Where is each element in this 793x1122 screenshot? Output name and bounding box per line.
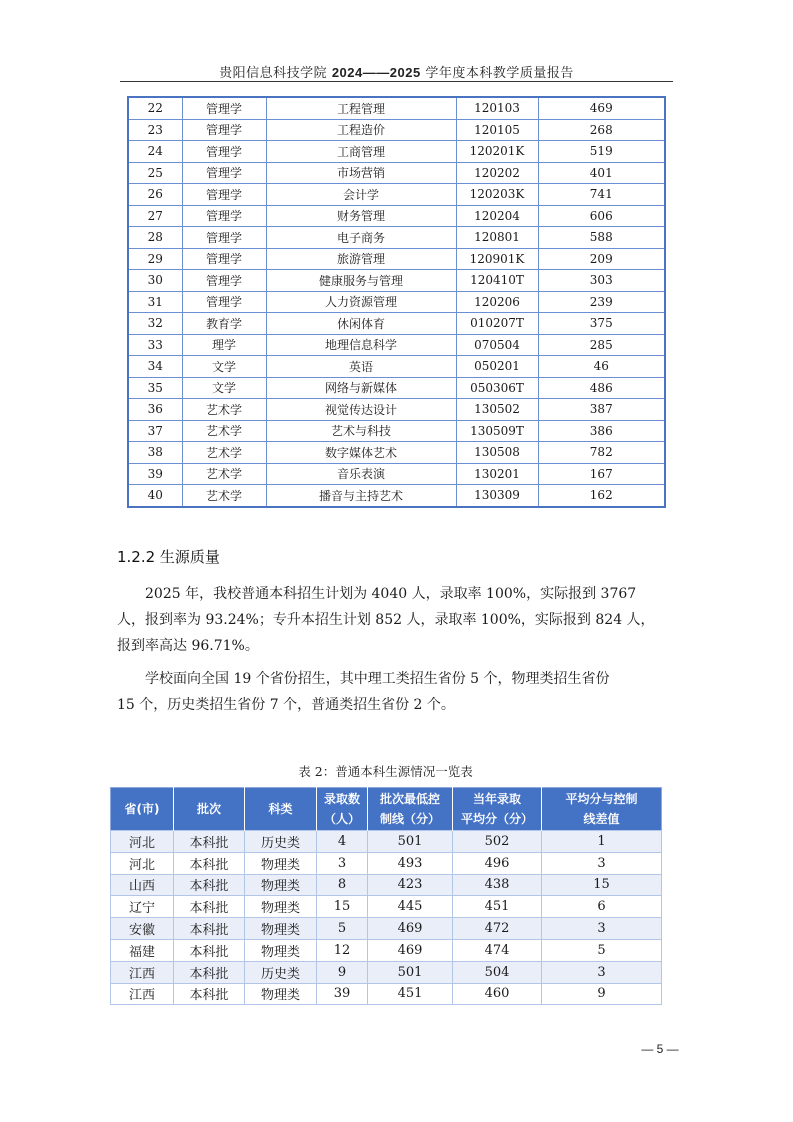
category-cell: 物理类 xyxy=(245,983,317,1005)
row-number-cell: 38 xyxy=(128,442,182,464)
table-row xyxy=(128,141,665,163)
major-code-cell: 130502 xyxy=(456,399,538,421)
province-cell: 河北 xyxy=(111,852,174,874)
admitted-cell: 39 xyxy=(317,983,368,1005)
batch-cell: 本科批 xyxy=(174,961,245,983)
major-name-cell: 网络与新媒体 xyxy=(266,377,456,399)
student-count-cell: 469 xyxy=(538,97,665,119)
table-row xyxy=(128,97,665,119)
header-line: 省(市) xyxy=(124,802,160,816)
header-line: 当年录取 xyxy=(472,792,521,806)
header-control-line xyxy=(368,788,453,831)
table-row xyxy=(111,831,662,853)
table-row xyxy=(128,399,665,421)
province-cell: 安徽 xyxy=(111,918,174,940)
score-difference-cell: 1 xyxy=(542,831,662,853)
major-name-cell: 视觉传达设计 xyxy=(266,399,456,421)
category-cell: 物理类 xyxy=(245,874,317,896)
header-line: 录取数 xyxy=(323,792,360,806)
student-count-cell: 46 xyxy=(538,356,665,378)
major-name-cell: 市场营销 xyxy=(266,162,456,184)
score-difference-cell: 6 xyxy=(542,896,662,918)
category-cell: 历史类 xyxy=(245,961,317,983)
row-number-cell: 25 xyxy=(128,162,182,184)
batch-cell: 本科批 xyxy=(174,983,245,1005)
header-average-score xyxy=(453,788,542,831)
student-count-cell: 387 xyxy=(538,399,665,421)
row-number-cell: 30 xyxy=(128,270,182,292)
major-code-cell: 120801 xyxy=(456,227,538,249)
table-row xyxy=(128,291,665,313)
average-score-cell: 451 xyxy=(453,896,542,918)
control-line-cell: 445 xyxy=(368,896,453,918)
header-category xyxy=(245,788,317,831)
row-number-cell: 27 xyxy=(128,205,182,227)
table-row xyxy=(128,313,665,335)
major-name-cell: 播音与主持艺术 xyxy=(266,485,456,507)
major-code-cell: 050306T xyxy=(456,377,538,399)
admitted-cell: 5 xyxy=(317,918,368,940)
header-line: （人） xyxy=(323,812,360,826)
table-row xyxy=(111,939,662,961)
average-score-cell: 502 xyxy=(453,831,542,853)
discipline-cell: 管理学 xyxy=(182,97,266,119)
table-row xyxy=(111,874,662,896)
header-divider xyxy=(120,81,673,82)
score-difference-cell: 3 xyxy=(542,852,662,874)
score-difference-cell: 9 xyxy=(542,983,662,1005)
table-row xyxy=(111,852,662,874)
discipline-cell: 艺术学 xyxy=(182,463,266,485)
score-difference-cell: 5 xyxy=(542,939,662,961)
category-cell: 物理类 xyxy=(245,852,317,874)
batch-cell: 本科批 xyxy=(174,874,245,896)
paragraph-line: 15 个，历史类招生省份 7 个，普通类招生省份 2 个。 xyxy=(117,697,455,713)
major-code-cell: 120204 xyxy=(456,205,538,227)
row-number-cell: 39 xyxy=(128,463,182,485)
major-code-cell: 120410T xyxy=(456,270,538,292)
major-name-cell: 休闲体育 xyxy=(266,313,456,335)
row-number-cell: 35 xyxy=(128,377,182,399)
row-number-cell: 37 xyxy=(128,420,182,442)
table-row xyxy=(128,184,665,206)
header-admitted xyxy=(317,788,368,831)
discipline-cell: 管理学 xyxy=(182,184,266,206)
admitted-cell: 8 xyxy=(317,874,368,896)
student-count-cell: 401 xyxy=(538,162,665,184)
score-difference-cell: 3 xyxy=(542,961,662,983)
table-row xyxy=(128,420,665,442)
header-title-suffix: 学年度本科教学质量报告 xyxy=(425,66,574,81)
table-row xyxy=(128,270,665,292)
paragraph-line: 2025 年，我校普通本科招生计划为 4040 人，录取率 100%，实际报到 3767 xyxy=(145,586,637,602)
admitted-cell: 12 xyxy=(317,939,368,961)
majors-table xyxy=(127,96,666,508)
control-line-cell: 501 xyxy=(368,831,453,853)
student-count-cell: 741 xyxy=(538,184,665,206)
province-cell: 福建 xyxy=(111,939,174,961)
category-cell: 物理类 xyxy=(245,939,317,961)
average-score-cell: 460 xyxy=(453,983,542,1005)
section-heading: 1.2.2 生源质量 xyxy=(117,548,220,566)
control-line-cell: 493 xyxy=(368,852,453,874)
student-count-cell: 268 xyxy=(538,119,665,141)
row-number-cell: 32 xyxy=(128,313,182,335)
discipline-cell: 管理学 xyxy=(182,141,266,163)
student-count-cell: 167 xyxy=(538,463,665,485)
row-number-cell: 36 xyxy=(128,399,182,421)
table-row xyxy=(111,961,662,983)
province-cell: 江西 xyxy=(111,983,174,1005)
discipline-cell: 艺术学 xyxy=(182,399,266,421)
discipline-cell: 管理学 xyxy=(182,205,266,227)
batch-cell: 本科批 xyxy=(174,939,245,961)
major-code-cell: 120901K xyxy=(456,248,538,270)
category-cell: 物理类 xyxy=(245,918,317,940)
control-line-cell: 469 xyxy=(368,939,453,961)
major-name-cell: 人力资源管理 xyxy=(266,291,456,313)
major-name-cell: 地理信息科学 xyxy=(266,334,456,356)
discipline-cell: 文学 xyxy=(182,356,266,378)
discipline-cell: 管理学 xyxy=(182,162,266,184)
average-score-cell: 504 xyxy=(453,961,542,983)
student-count-cell: 239 xyxy=(538,291,665,313)
student-count-cell: 375 xyxy=(538,313,665,335)
major-name-cell: 健康服务与管理 xyxy=(266,270,456,292)
major-code-cell: 130201 xyxy=(456,463,538,485)
control-line-cell: 451 xyxy=(368,983,453,1005)
row-number-cell: 28 xyxy=(128,227,182,249)
major-code-cell: 130509T xyxy=(456,420,538,442)
batch-cell: 本科批 xyxy=(174,852,245,874)
control-line-cell: 501 xyxy=(368,961,453,983)
major-code-cell: 120202 xyxy=(456,162,538,184)
major-code-cell: 120105 xyxy=(456,119,538,141)
major-name-cell: 工程管理 xyxy=(266,97,456,119)
table-row xyxy=(128,227,665,249)
running-header xyxy=(120,62,673,81)
student-count-cell: 782 xyxy=(538,442,665,464)
major-code-cell: 070504 xyxy=(456,334,538,356)
table-row xyxy=(128,463,665,485)
paragraph-provinces xyxy=(117,666,677,718)
source-table-body xyxy=(111,831,662,1005)
province-cell: 辽宁 xyxy=(111,896,174,918)
page-number: — 5 — xyxy=(641,1042,679,1056)
average-score-cell: 438 xyxy=(453,874,542,896)
major-code-cell: 120203K xyxy=(456,184,538,206)
table-row xyxy=(111,983,662,1005)
average-score-cell: 474 xyxy=(453,939,542,961)
province-cell: 山西 xyxy=(111,874,174,896)
major-name-cell: 艺术与科技 xyxy=(266,420,456,442)
header-line: 批次 xyxy=(196,802,221,816)
discipline-cell: 管理学 xyxy=(182,270,266,292)
discipline-cell: 管理学 xyxy=(182,248,266,270)
major-name-cell: 工程造价 xyxy=(266,119,456,141)
paragraph-enrollment xyxy=(117,581,677,659)
student-count-cell: 386 xyxy=(538,420,665,442)
table-row xyxy=(128,119,665,141)
discipline-cell: 艺术学 xyxy=(182,420,266,442)
discipline-cell: 艺术学 xyxy=(182,485,266,507)
table-row xyxy=(128,334,665,356)
paragraph-line: 学校面向全国 19 个省份招生，其中理工类招生省份 5 个，物理类招生省份 xyxy=(145,671,610,687)
discipline-cell: 教育学 xyxy=(182,313,266,335)
table-row xyxy=(111,896,662,918)
row-number-cell: 24 xyxy=(128,141,182,163)
student-count-cell: 588 xyxy=(538,227,665,249)
header-line: 平均分（分） xyxy=(460,812,533,826)
header-line: 平均分与控制 xyxy=(565,792,638,806)
major-name-cell: 会计学 xyxy=(266,184,456,206)
student-count-cell: 285 xyxy=(538,334,665,356)
major-code-cell: 050201 xyxy=(456,356,538,378)
category-cell: 物理类 xyxy=(245,896,317,918)
admitted-cell: 15 xyxy=(317,896,368,918)
header-batch xyxy=(174,788,245,831)
discipline-cell: 理学 xyxy=(182,334,266,356)
batch-cell: 本科批 xyxy=(174,831,245,853)
row-number-cell: 29 xyxy=(128,248,182,270)
discipline-cell: 管理学 xyxy=(182,291,266,313)
major-code-cell: 120201K xyxy=(456,141,538,163)
major-code-cell: 130508 xyxy=(456,442,538,464)
average-score-cell: 472 xyxy=(453,918,542,940)
table-row xyxy=(128,485,665,507)
paragraph-line: 人，报到率为 93.24%；专升本招生计划 852 人，录取率 100%，实际报到 824 人， xyxy=(117,612,655,628)
discipline-cell: 文学 xyxy=(182,377,266,399)
row-number-cell: 34 xyxy=(128,356,182,378)
admitted-cell: 4 xyxy=(317,831,368,853)
score-difference-cell: 15 xyxy=(542,874,662,896)
admitted-cell: 3 xyxy=(317,852,368,874)
student-count-cell: 519 xyxy=(538,141,665,163)
header-title-prefix: 贵阳信息科技学院 xyxy=(219,66,328,81)
admitted-cell: 9 xyxy=(317,961,368,983)
header-line: 线差值 xyxy=(583,812,620,826)
major-name-cell: 工商管理 xyxy=(266,141,456,163)
score-difference-cell: 3 xyxy=(542,918,662,940)
province-cell: 河北 xyxy=(111,831,174,853)
row-number-cell: 23 xyxy=(128,119,182,141)
table-row xyxy=(128,377,665,399)
batch-cell: 本科批 xyxy=(174,918,245,940)
source-table-header-row xyxy=(111,788,662,831)
major-name-cell: 英语 xyxy=(266,356,456,378)
table-row xyxy=(128,442,665,464)
student-count-cell: 486 xyxy=(538,377,665,399)
table-row xyxy=(128,162,665,184)
major-code-cell: 120103 xyxy=(456,97,538,119)
header-score-difference xyxy=(542,788,662,831)
major-code-cell: 120206 xyxy=(456,291,538,313)
row-number-cell: 26 xyxy=(128,184,182,206)
student-count-cell: 303 xyxy=(538,270,665,292)
paragraph-line: 报到率高达 96.71%。 xyxy=(117,638,259,654)
control-line-cell: 469 xyxy=(368,918,453,940)
header-title-years: 2024——2025 xyxy=(331,65,421,80)
major-code-cell: 130309 xyxy=(456,485,538,507)
header-province xyxy=(111,788,174,831)
source-table xyxy=(110,787,662,1005)
student-count-cell: 209 xyxy=(538,248,665,270)
header-line: 科类 xyxy=(268,802,293,816)
discipline-cell: 管理学 xyxy=(182,119,266,141)
major-name-cell: 数字媒体艺术 xyxy=(266,442,456,464)
discipline-cell: 管理学 xyxy=(182,227,266,249)
major-name-cell: 电子商务 xyxy=(266,227,456,249)
header-line: 批次最低控 xyxy=(379,792,440,806)
row-number-cell: 33 xyxy=(128,334,182,356)
table-row xyxy=(111,918,662,940)
major-code-cell: 010207T xyxy=(456,313,538,335)
row-number-cell: 31 xyxy=(128,291,182,313)
average-score-cell: 496 xyxy=(453,852,542,874)
control-line-cell: 423 xyxy=(368,874,453,896)
major-name-cell: 音乐表演 xyxy=(266,463,456,485)
major-name-cell: 财务管理 xyxy=(266,205,456,227)
table-row xyxy=(128,205,665,227)
row-number-cell: 22 xyxy=(128,97,182,119)
student-count-cell: 162 xyxy=(538,485,665,507)
category-cell: 历史类 xyxy=(245,831,317,853)
majors-table-body xyxy=(128,97,665,507)
table-row xyxy=(128,356,665,378)
batch-cell: 本科批 xyxy=(174,896,245,918)
major-name-cell: 旅游管理 xyxy=(266,248,456,270)
table-row xyxy=(128,248,665,270)
header-line: 制线（分） xyxy=(379,812,440,826)
province-cell: 江西 xyxy=(111,961,174,983)
student-count-cell: 606 xyxy=(538,205,665,227)
table-caption: 表 2：普通本科生源情况一览表 xyxy=(298,764,473,779)
row-number-cell: 40 xyxy=(128,485,182,507)
discipline-cell: 艺术学 xyxy=(182,442,266,464)
